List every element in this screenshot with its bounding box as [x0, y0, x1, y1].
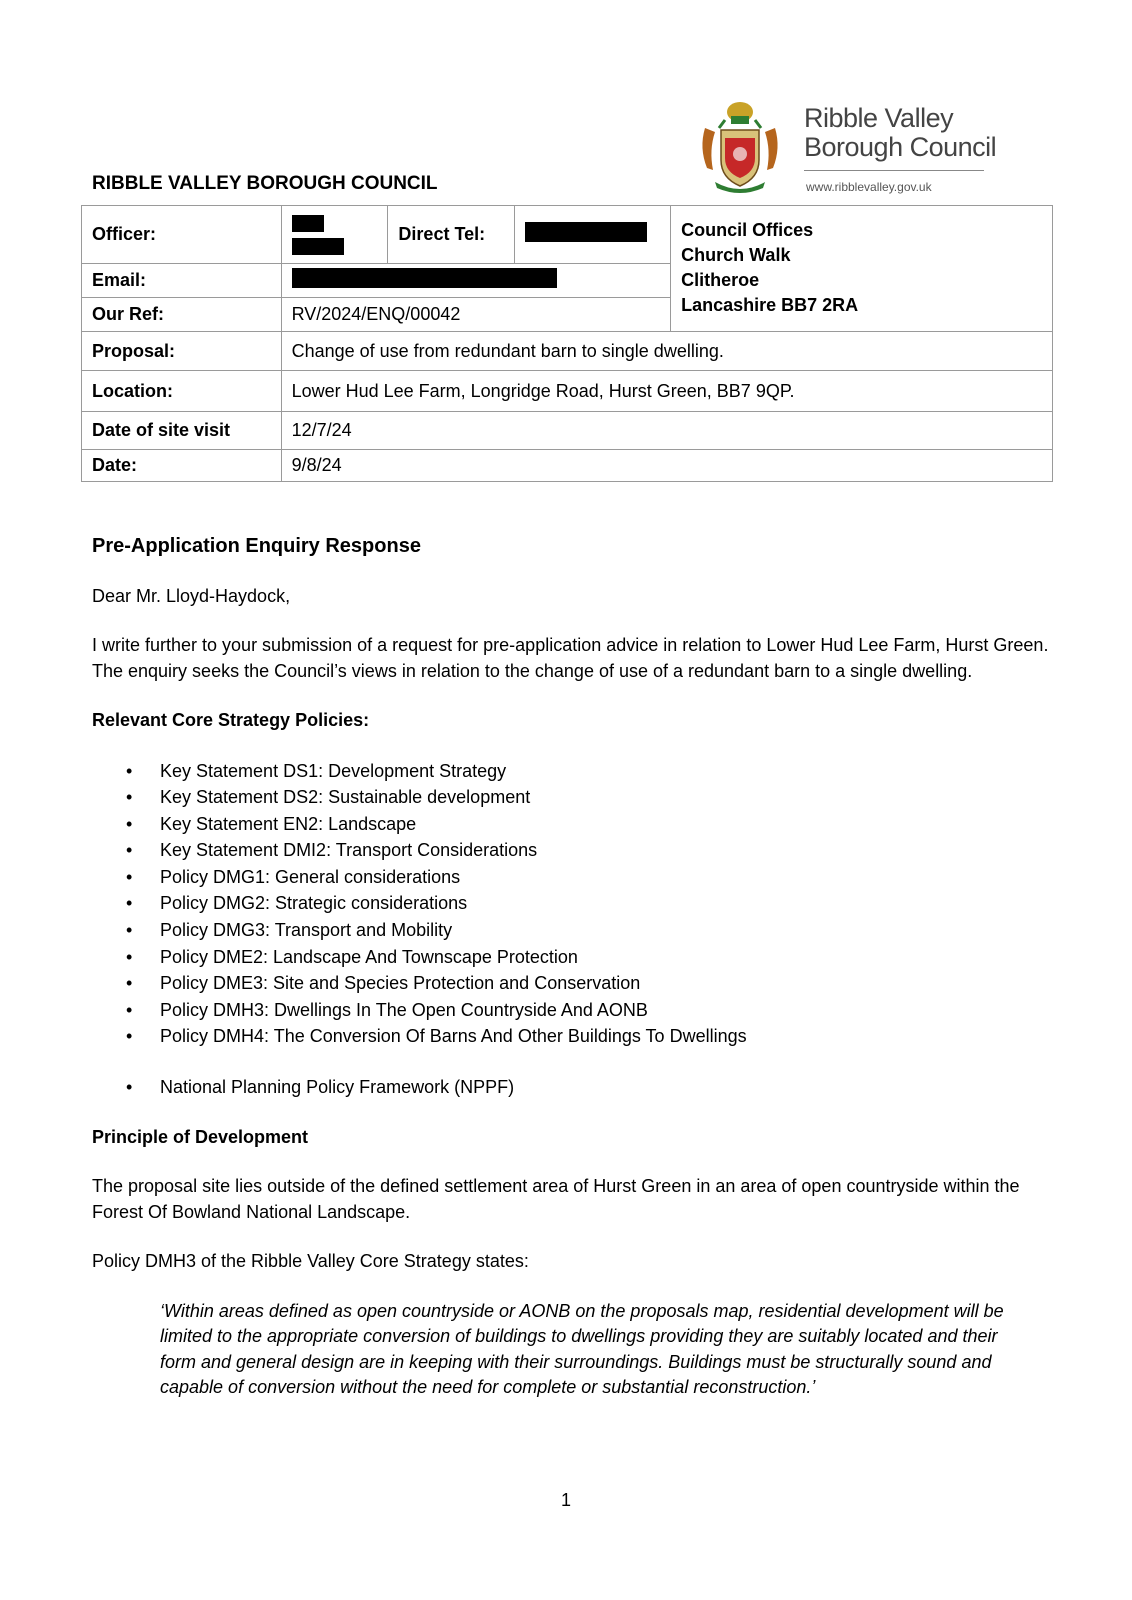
letter-body — [92, 534, 1052, 1401]
page-number: 1 — [560, 1490, 571, 1510]
national-policy-item: • National Planning Policy Framework (NPPF) — [92, 1074, 1052, 1101]
direct-tel-label: Direct Tel: — [388, 206, 515, 264]
brand-divider — [804, 170, 984, 171]
policy-item: • Policy DMG2: Strategic considerations — [92, 890, 1052, 917]
proposal-row — [82, 332, 1053, 371]
address-line-2: Church Walk — [681, 245, 791, 265]
proposal-label: Proposal: — [82, 332, 282, 371]
brand-line-2: Borough Council — [804, 132, 997, 162]
direct-tel-redacted — [515, 206, 671, 264]
email-label: Email: — [82, 264, 282, 298]
site-visit-row — [82, 412, 1053, 450]
policy-item: • Policy DMG3: Transport and Mobility — [92, 917, 1052, 944]
policy-item: • Policy DMH4: The Conversion Of Barns And Other Buildings To Dwellings — [92, 1023, 1052, 1050]
policy-intro: Policy DMH3 of the Ribble Valley Core Strategy states: — [92, 1251, 529, 1272]
officer-label: Officer: — [82, 206, 282, 264]
intro-paragraph: I write further to your submission of a request for pre-application advice in relation to Lower Hud Lee Farm, Hurst Green. The enquiry seeks the Council’s views in relation to the change of use of a redundant barn to a single dwelling. — [92, 635, 1049, 681]
officer-value-redacted — [281, 206, 388, 264]
site-visit-label: Date of site visit — [82, 412, 282, 450]
policy-item: • Policy DME3: Site and Species Protection and Conservation — [92, 970, 1052, 997]
principle-heading: Principle of Development — [92, 1126, 309, 1147]
location-row — [82, 371, 1053, 412]
policy-item: • Key Statement DS1: Development Strategy — [92, 758, 1052, 785]
enquiry-details-table — [81, 205, 1053, 482]
organisation-title: RIBBLE VALLEY BOROUGH COUNCIL — [92, 173, 438, 194]
our-ref-label: Our Ref: — [82, 298, 282, 332]
address-line-3: Clitheroe — [681, 270, 760, 290]
policies-heading: Relevant Core Strategy Policies: — [92, 710, 370, 730]
principle-paragraph: The proposal site lies outside of the defined settlement area of Hurst Green in an area of open countryside within the Forest Of Bowland National Landscape. — [92, 1176, 1020, 1222]
policy-item: • Key Statement DMI2: Transport Considerations — [92, 837, 1052, 864]
policy-list — [92, 758, 1052, 1051]
policy-item: • Key Statement DS2: Sustainable development — [92, 784, 1052, 811]
policy-item: • Policy DME2: Landscape And Townscape Protection — [92, 944, 1052, 971]
brand-url: www.ribblevalley.gov.uk — [806, 180, 932, 194]
council-crest-logo — [695, 98, 785, 196]
location-label: Location: — [82, 371, 282, 412]
council-address — [671, 206, 1053, 332]
our-ref-value: RV/2024/ENQ/00042 — [281, 298, 671, 332]
council-brand-name — [804, 104, 996, 162]
policy-item: • Policy DMG1: General considerations — [92, 864, 1052, 891]
proposal-value: Change of use from redundant barn to single dwelling. — [281, 332, 1052, 371]
national-policy-list — [92, 1074, 1052, 1101]
policy-quote: ‘Within areas defined as open countryside or AONB on the proposals map, residential development will be limited to the appropriate conversion of buildings to dwellings providing they are suitably located and their form and general design are in keeping with their surroundings. Buildings must be structurally sound and capable of conversion without the need for complete or substantial reconstruction.’ — [160, 1300, 1004, 1398]
salutation: Dear Mr. Lloyd-Haydock, — [92, 585, 291, 606]
date-row — [82, 450, 1053, 482]
location-value: Lower Hud Lee Farm, Longridge Road, Hurst Green, BB7 9QP. — [281, 371, 1052, 412]
address-line-1: Council Offices — [681, 220, 814, 240]
date-label: Date: — [82, 450, 282, 482]
policy-item: • Key Statement EN2: Landscape — [92, 811, 1052, 838]
address-line-4: Lancashire BB7 2RA — [681, 295, 859, 315]
officer-row — [82, 206, 1053, 264]
site-visit-value: 12/7/24 — [281, 412, 1052, 450]
letter-heading: Pre-Application Enquiry Response — [92, 535, 421, 557]
policy-item: • Policy DMH3: Dwellings In The Open Countryside And AONB — [92, 997, 1052, 1024]
email-redacted — [281, 264, 671, 298]
date-value: 9/8/24 — [281, 450, 1052, 482]
brand-line-1: Ribble Valley — [804, 103, 954, 133]
